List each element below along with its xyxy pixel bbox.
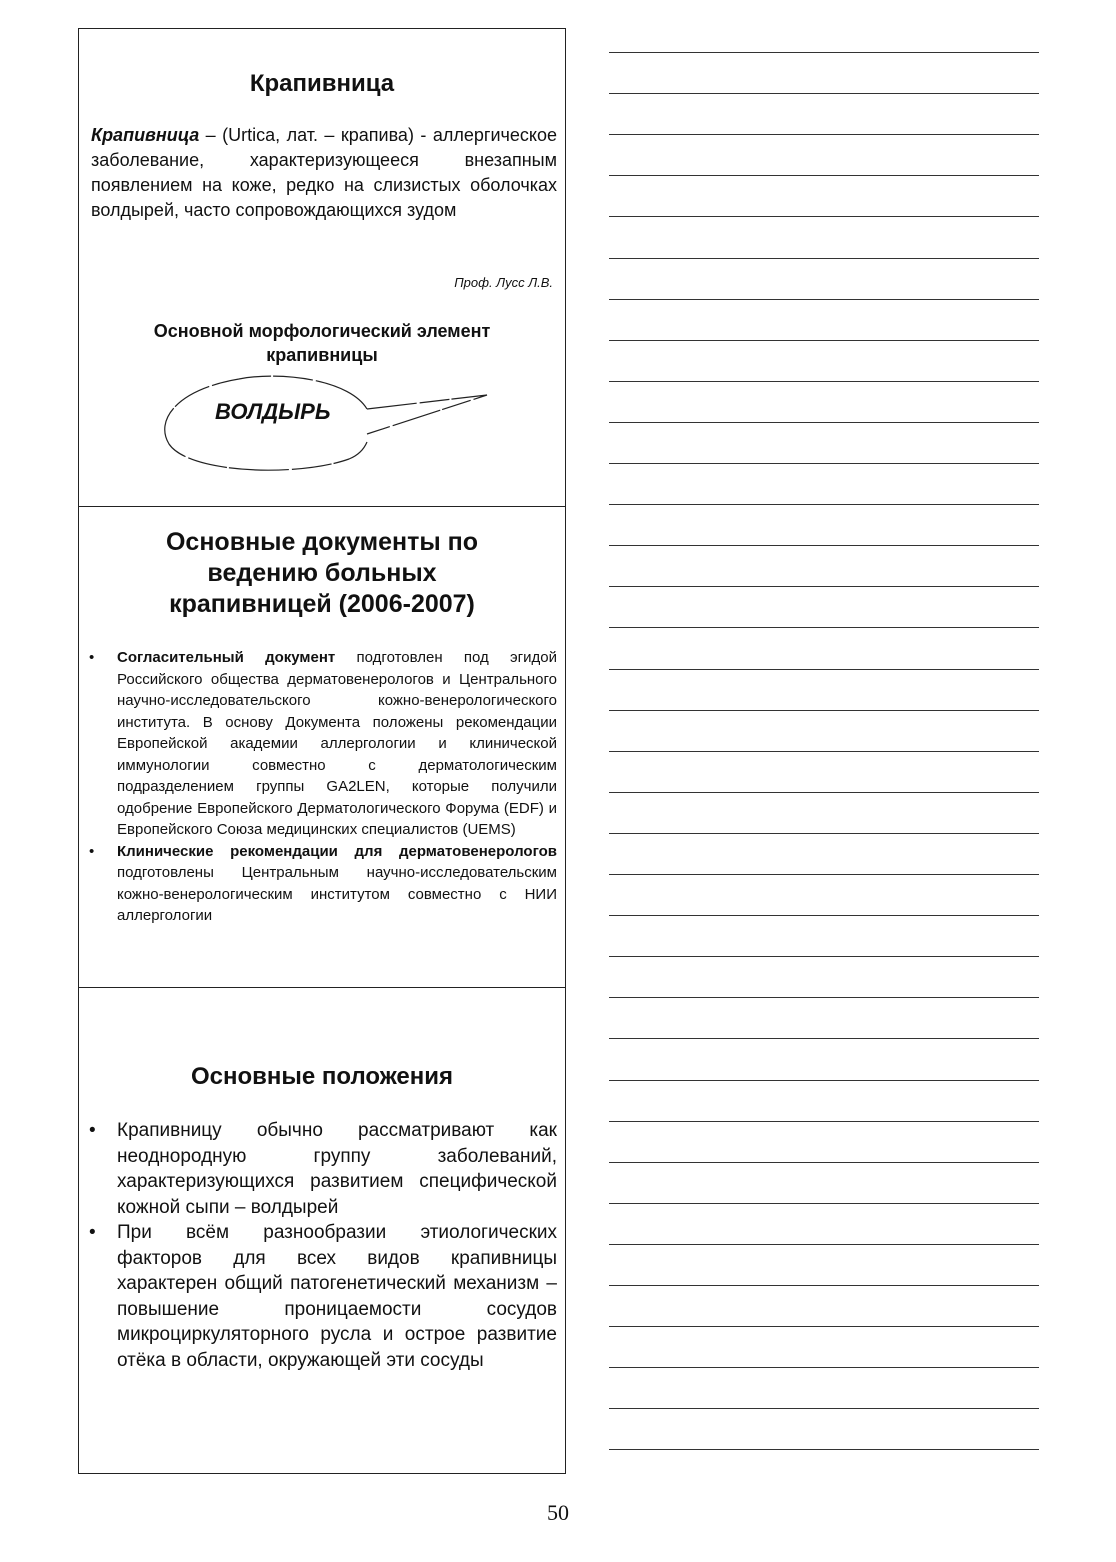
slide-main-provisions	[78, 987, 566, 1474]
bullet-icon: •	[89, 1222, 96, 1243]
list-item-text: При всём разнообразии этиологических факторов для всех видов крапивницы характерен общий патогенетический механизм – повышение проницаемости сосудов микроциркуляторного русла и острое развитие отёка в области, окружающей эти сосуды	[117, 1222, 557, 1371]
note-line	[609, 1244, 1039, 1245]
note-line	[609, 874, 1039, 875]
note-line	[609, 340, 1039, 341]
note-line	[609, 463, 1039, 464]
note-line	[609, 792, 1039, 793]
note-line	[609, 1203, 1039, 1204]
list-item	[89, 841, 557, 927]
slide-title: Крапивница	[249, 70, 395, 97]
note-line	[609, 669, 1039, 670]
bullet-list	[89, 647, 557, 927]
list-item-text: подготовлен под эгидой Российского общества дерматовенерологов и Центрального научно-исследовательского кожно-венерологического института. В основу Документа положены рекомендации Европейской академии аллергологии и клинической иммунологии совместно с дерматологическим подразделением группы GA2LEN, которые получили одобрение Европейского Дерматологического Форума (EDF) и Европейского Союза медицинских специалистов (UEMS)	[117, 649, 557, 838]
note-line	[609, 175, 1039, 176]
note-line	[609, 1162, 1039, 1163]
note-line	[609, 216, 1039, 217]
definition-term: Крапивница	[91, 125, 200, 145]
definition-text: – (Urtica, лат. – крапива) - аллергическое заболевание, характеризующееся внезапным появлением на коже, редко на слизистых оболочках волдырей, часто сопровождающихся зудом	[91, 125, 557, 220]
list-item	[89, 647, 557, 841]
note-line	[609, 422, 1039, 423]
note-line	[609, 915, 1039, 916]
note-line	[609, 134, 1039, 135]
callout-label: ВОЛДЫРЬ	[215, 399, 331, 424]
note-line	[609, 258, 1039, 259]
note-line	[609, 586, 1039, 587]
note-line	[609, 93, 1039, 94]
note-line	[609, 545, 1039, 546]
slide-title: Основные документы по ведению больных крапивницей (2006-2007)	[165, 528, 479, 618]
note-line	[609, 1080, 1039, 1081]
list-item	[89, 1118, 557, 1220]
note-line	[609, 956, 1039, 957]
note-line	[609, 627, 1039, 628]
notes-lines	[609, 0, 1039, 1500]
bullet-list	[89, 1118, 557, 1373]
slide-documents	[78, 506, 566, 987]
slide-urticaria-definition	[78, 28, 566, 506]
note-line	[609, 299, 1039, 300]
note-line	[609, 1408, 1039, 1409]
page-number: 50	[547, 1500, 569, 1525]
note-line	[609, 1449, 1039, 1450]
note-line	[609, 751, 1039, 752]
note-line	[609, 1367, 1039, 1368]
note-line	[609, 1121, 1039, 1122]
morph-heading: Основной морфологический элемент крапивницы	[153, 321, 491, 365]
list-item-bold: Клинические рекомендации для дерматовенерологов	[117, 842, 557, 860]
definition-paragraph	[91, 123, 557, 223]
note-line	[609, 1038, 1039, 1039]
note-line	[609, 1326, 1039, 1327]
note-line	[609, 710, 1039, 711]
list-item	[89, 1220, 557, 1373]
list-item-bold: Согласительный документ	[117, 649, 336, 666]
note-line	[609, 504, 1039, 505]
note-line	[609, 52, 1039, 53]
slides-column	[78, 28, 568, 1474]
bullet-icon: •	[89, 1120, 96, 1141]
note-line	[609, 381, 1039, 382]
author-credit: Проф. Лусс Л.В.	[454, 275, 553, 290]
list-item-text: подготовлены Центральным научно-исследовательским кожно-венерологическим институтом совместно с НИИ аллергологии	[117, 864, 557, 924]
bullet-icon: •	[89, 649, 95, 666]
list-item-text: Крапивницу обычно рассматривают как неоднородную группу заболеваний, характеризующихся развитием специфической кожной сыпи – волдырей	[117, 1120, 557, 1218]
bullet-icon: •	[89, 842, 95, 860]
note-line	[609, 1285, 1039, 1286]
note-line	[609, 833, 1039, 834]
slide-title: Основные положения	[190, 1063, 454, 1090]
note-line	[609, 997, 1039, 998]
